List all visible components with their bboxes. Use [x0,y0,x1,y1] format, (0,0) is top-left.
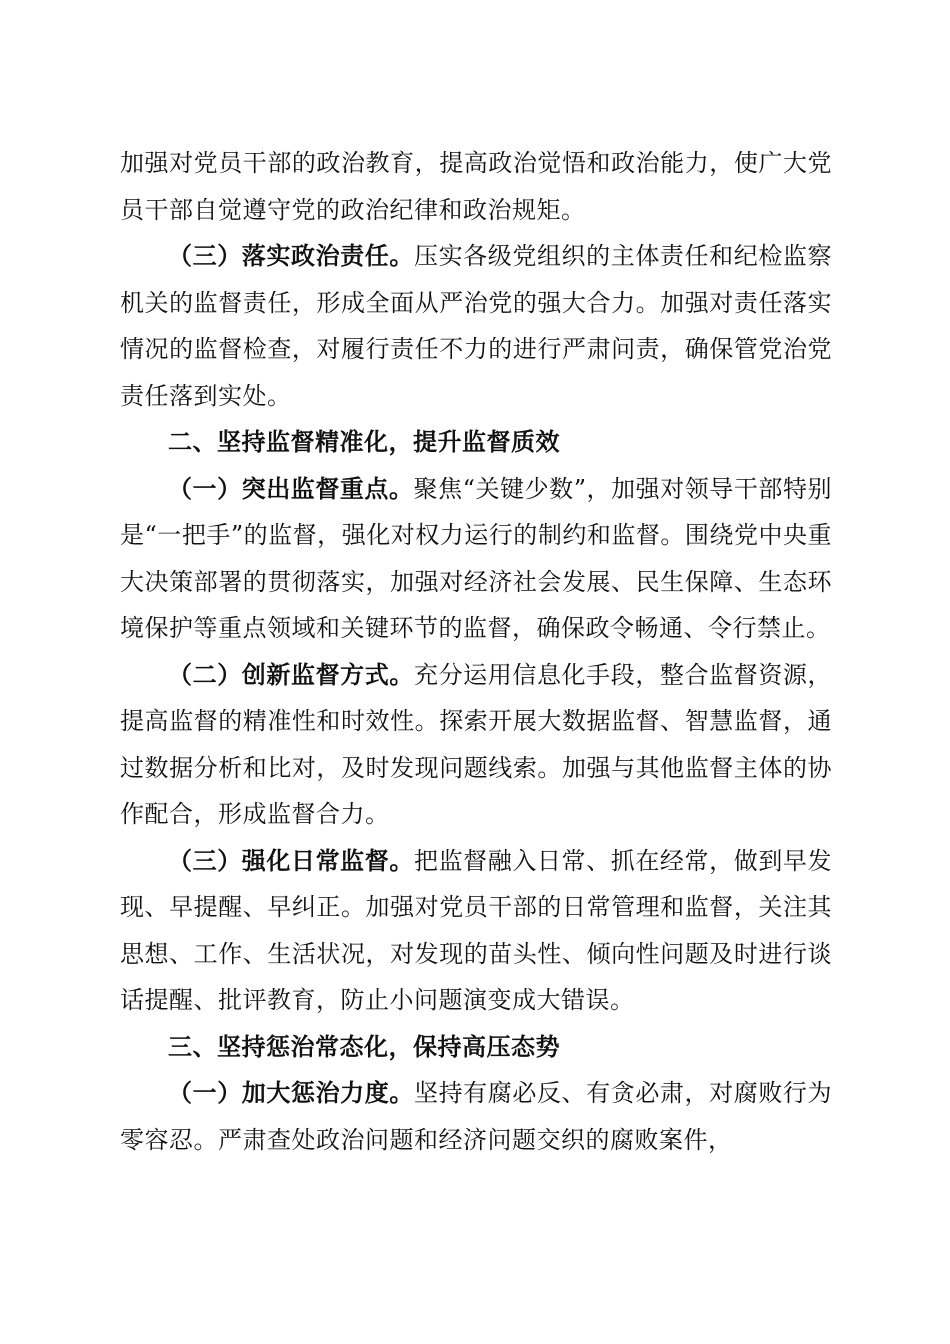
document-body [120,140,832,1163]
section-heading-2: 二、坚持监督精准化，提升监督质效 [168,428,560,456]
paragraph-intensify-punishment [120,1070,832,1163]
paragraph-text: 把监督融入日常、抓在经常，做到早发现、早提醒、早纠正。加强对党员干部的日常管理和监督，关注其思想、工作、生活状况，对发现的苗头性、倾向性问题及时进行谈话提醒、批评教育，防止小问题演变成大错误。 [120,846,833,1014]
paragraph-innovate-supervision-methods [120,652,832,838]
paragraph-strengthen-daily-supervision [120,838,832,1024]
section-heading-3: 三、坚持惩治常态化，保持高压态势 [168,1032,560,1061]
paragraph-lead: （三）落实政治责任。 [168,242,414,270]
paragraph-text: 压实各级党组织的主体责任和纪检监察机关的监督责任，形成全面从严治党的强大合力。加强对责任落实情况的监督检查，对履行责任不力的进行严肃问责，确保管党治党责任落到实处。 [120,242,833,410]
paragraph-implement-political-responsibility [120,233,832,419]
paragraph-text: 充分运用信息化手段，整合监督资源，提高监督的精准性和时效性。探索开展大数据监督、智慧监督，通过数据分析和比对，及时发现问题线索。加强与其他监督主体的协作配合，形成监督合力。 [120,660,833,828]
paragraph-lead: （二）创新监督方式。 [168,660,414,689]
paragraph-continuation [120,140,832,233]
paragraph-lead: （一）加大惩治力度。 [168,1079,414,1107]
paragraph-lead: （三）强化日常监督。 [168,846,414,875]
paragraph-text: 聚焦“关键少数”，加强对领导干部特别是“一把手”的监督，强化对权力运行的制约和监督。围绕党中央重大决策部署的贯彻落实，加强对经济社会发展、民生保障、生态环境保护等重点领域和关键环节的监督，确保政令畅通、令行禁止。 [120,474,832,642]
paragraph-lead: （一）突出监督重点。 [168,474,414,503]
paragraph-text: 加强对党员干部的政治教育，提高政治觉悟和政治能力，使广大党员干部自觉遵守党的政治纪律和政治规矩。 [120,149,832,224]
paragraph-highlight-supervision-focus [120,466,832,652]
paragraph-text: 坚持有腐必反、有贪必肃，对腐败行为零容忍。严肃查处政治问题和经济问题交织的腐败案件， [120,1079,833,1154]
